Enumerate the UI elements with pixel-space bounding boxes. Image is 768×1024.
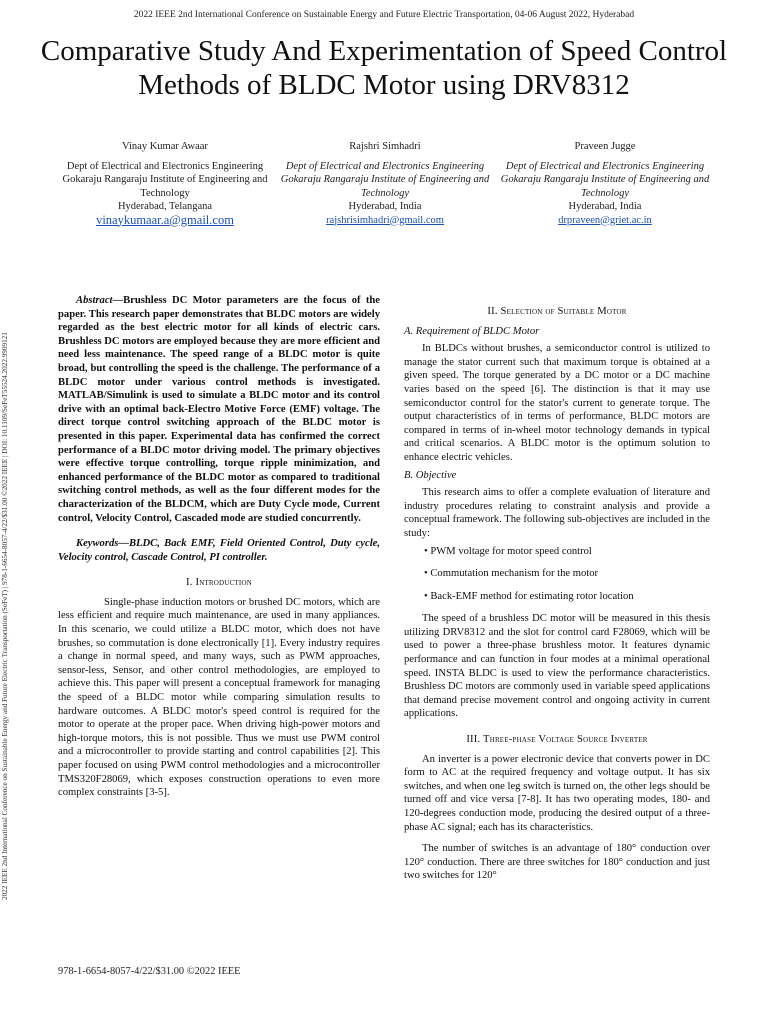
abstract-text: —Brushless DC Motor parameters are the focus of the paper. This research paper demonstrates that BLDC motors are widely regarded as the best electric motor for all kinds of electric cars. Brushless DC motors are employed because they are more efficient and need less maintenance. The speed range of a BLDC motor is quite broad, but controlling the speed is the challenge. The performance of a BLDC motor under various control methods is investigated. MATLAB/Simulink is used to simulate a BLDC motor and its control drive with an optimal back-Electro Motive Force (EMF) voltage. The direct torque control switching approach of the BLDC motor is presented in this paper. Experimental data has confirmed the correct performance of a BLDC motor driving model. The primary objectives were effective torque controlling, torque ripple minimization, and enhanced performance of the BLDC motor as compared to traditional switching control methods, as well as the four different modes for the characterization of the BLDCM, which are Duty Cycle mode, Current control, Velocity Control, Cascaded mode are studied concurrently.	[58, 295, 380, 524]
author-institution: Gokaraju Rangaraju Institute of Engineering and Technology	[500, 174, 710, 199]
author-name: Rajshri Simhadri	[349, 141, 421, 152]
keywords: Keywords—BLDC, Back EMF, Field Oriented Control, Duty cycle, Velocity control, Cascade Control, PI controller.	[58, 538, 380, 563]
author-institution: Gokaraju Rangaraju Institute of Engineering and Technology	[62, 174, 268, 199]
right-column	[404, 305, 710, 887]
author-email-link[interactable]: drpraveen@griet.ac.in	[558, 214, 652, 226]
abstract-label: Abstract	[76, 295, 113, 306]
list-item: • PWM voltage for motor speed control	[424, 545, 592, 557]
author-name: Vinay Kumar Awaar	[122, 141, 208, 152]
paper-title: Comparative Study And Experimentation of Speed Control Methods of BLDC Motor using DRV8312	[40, 35, 728, 101]
subheading-requirement: A. Requirement of BLDC Motor	[404, 325, 540, 337]
author-city: Hyderabad, India	[348, 201, 422, 212]
side-doi-strip: 2022 IEEE 2nd International Conference on Sustainable Energy and Future Electric Transportation (SeFeT) | 978-1-6654-8057-4/22/$31.00 ©2022 IEEE | DOI: 10.1109/SeFeT55524.2022.9909121	[1, 332, 9, 900]
section-heading-introduction: I. Introduction	[186, 577, 252, 589]
author-email-link[interactable]: rajshrisimhadri@gmail.com	[326, 214, 444, 226]
conference-header: 2022 IEEE 2nd International Conference on Sustainable Energy and Future Electric Transportation, 04-06 August 2022, Hyderabad	[133, 10, 635, 20]
inverter-paragraph-1: An inverter is a power electronic device that converts power in DC form to AC at the required frequency and voltage output. It has six switches, and when one leg switch is turned on, the other legs should be turned off and vice versa [7-8]. It has two operating modes, 180- and 120-degrees conduction mode, producing the desired output of a three-phase AC signal; each has its characteristics.	[404, 753, 710, 833]
objective-paragraph: This research aims to offer a complete evaluation of literature and industry procedures relating to constraint analysis and provide a conceptual framework. The following sub-objectives are included in the study:	[404, 487, 710, 539]
requirement-paragraph: In BLDCs without brushes, a semiconductor control is utilized to manage the stator current such that maximum torque is obtained at a given speed. The torque generated by a DC motor or a DC machine varies based on the speed [6]. The distinction is that it may use semiconductor control for the stator's current to generate torque. The output characteristics of in terms of performance, BLDC motors are compared in terms of in-wheel motor technology demands in typical and critical scenarios. A BLDC motor is the optimum solution to enhance electric vehicles.	[404, 343, 710, 463]
copyright-footer: 978-1-6654-8057-4/22/$31.00 ©2022 IEEE	[58, 966, 241, 977]
objective-bullet-list	[404, 545, 710, 604]
list-item: • Commutation mechanism for the motor	[424, 568, 599, 580]
section-heading-motor: II. Selection of Suitable Motor	[487, 306, 627, 317]
author-block-3	[500, 140, 710, 227]
author-email-link[interactable]: vinaykumaar.a@gmail.com	[96, 212, 234, 227]
author-institution: Gokaraju Rangaraju Institute of Engineering and Technology	[280, 174, 490, 199]
author-dept: Dept of Electrical and Electronics Engineering	[66, 160, 264, 172]
list-item: • Back-EMF method for estimating rotor location	[424, 590, 634, 602]
author-dept: Dept of Electrical and Electronics Engineering	[505, 160, 705, 172]
author-city: Hyderabad, India	[568, 201, 642, 212]
intro-paragraph: Single-phase induction motors or brushed DC motors, which are less efficient and require much maintenance, are used in many appliances. In this scenario, we could utilize a BLDC motor, which does not have brushes, so commutation is done electronically [1]. Every industry requires a change in normal speed, and many ways, such as PWM approaches, sensor-less, Sensor, and other control methodologies, are employed to achieve this. This paper will present a conceptual framework for managing the speed of a BLDC motor while comparing simulation results to hardware outcomes. A BLDC motor's speed control is required for the motor to operate at the proper pace. When driving high-power motors and high-torque motors, this is not possible. Thus we must use PWM control and a microcontroller to provide starting and control capabilities [2]. This paper focused on using PWM control methodologies and a microcontroller TMS320F28069, which exposes construction operations to even more complex constraints [3-5].	[58, 596, 380, 799]
section-heading-inverter: III. Three-phase Voltage Source Inverter	[466, 734, 648, 746]
abstract-paragraph	[58, 294, 380, 525]
author-dept: Dept of Electrical and Electronics Engineering	[285, 160, 485, 172]
author-name: Praveen Jugge	[574, 141, 636, 152]
author-block-1	[60, 140, 270, 227]
left-column	[58, 294, 380, 804]
author-block-2	[280, 140, 490, 227]
subheading-objective: B. Objective	[404, 469, 457, 481]
inverter-paragraph-2: The number of switches is an advantage of 180° conduction over 120° conduction. There are three switches for 180° conduction and just two switches for 120°	[404, 843, 710, 882]
drv8312-paragraph: The speed of a brushless DC motor will be measured in this thesis utilizing DRV8312 and the slot for control card F28069, which will be used to power a three-phase brushless motor. It features dynamic performance and can function in four modes at a minimal operational speed. INSTA BLDC is used to view the performance characteristics. Brushless DC motors are commonly used in variable speed applications that demand precise movement control and ongoing activity in current applications.	[404, 613, 710, 720]
author-city: Hyderabad, Telangana	[117, 201, 213, 212]
